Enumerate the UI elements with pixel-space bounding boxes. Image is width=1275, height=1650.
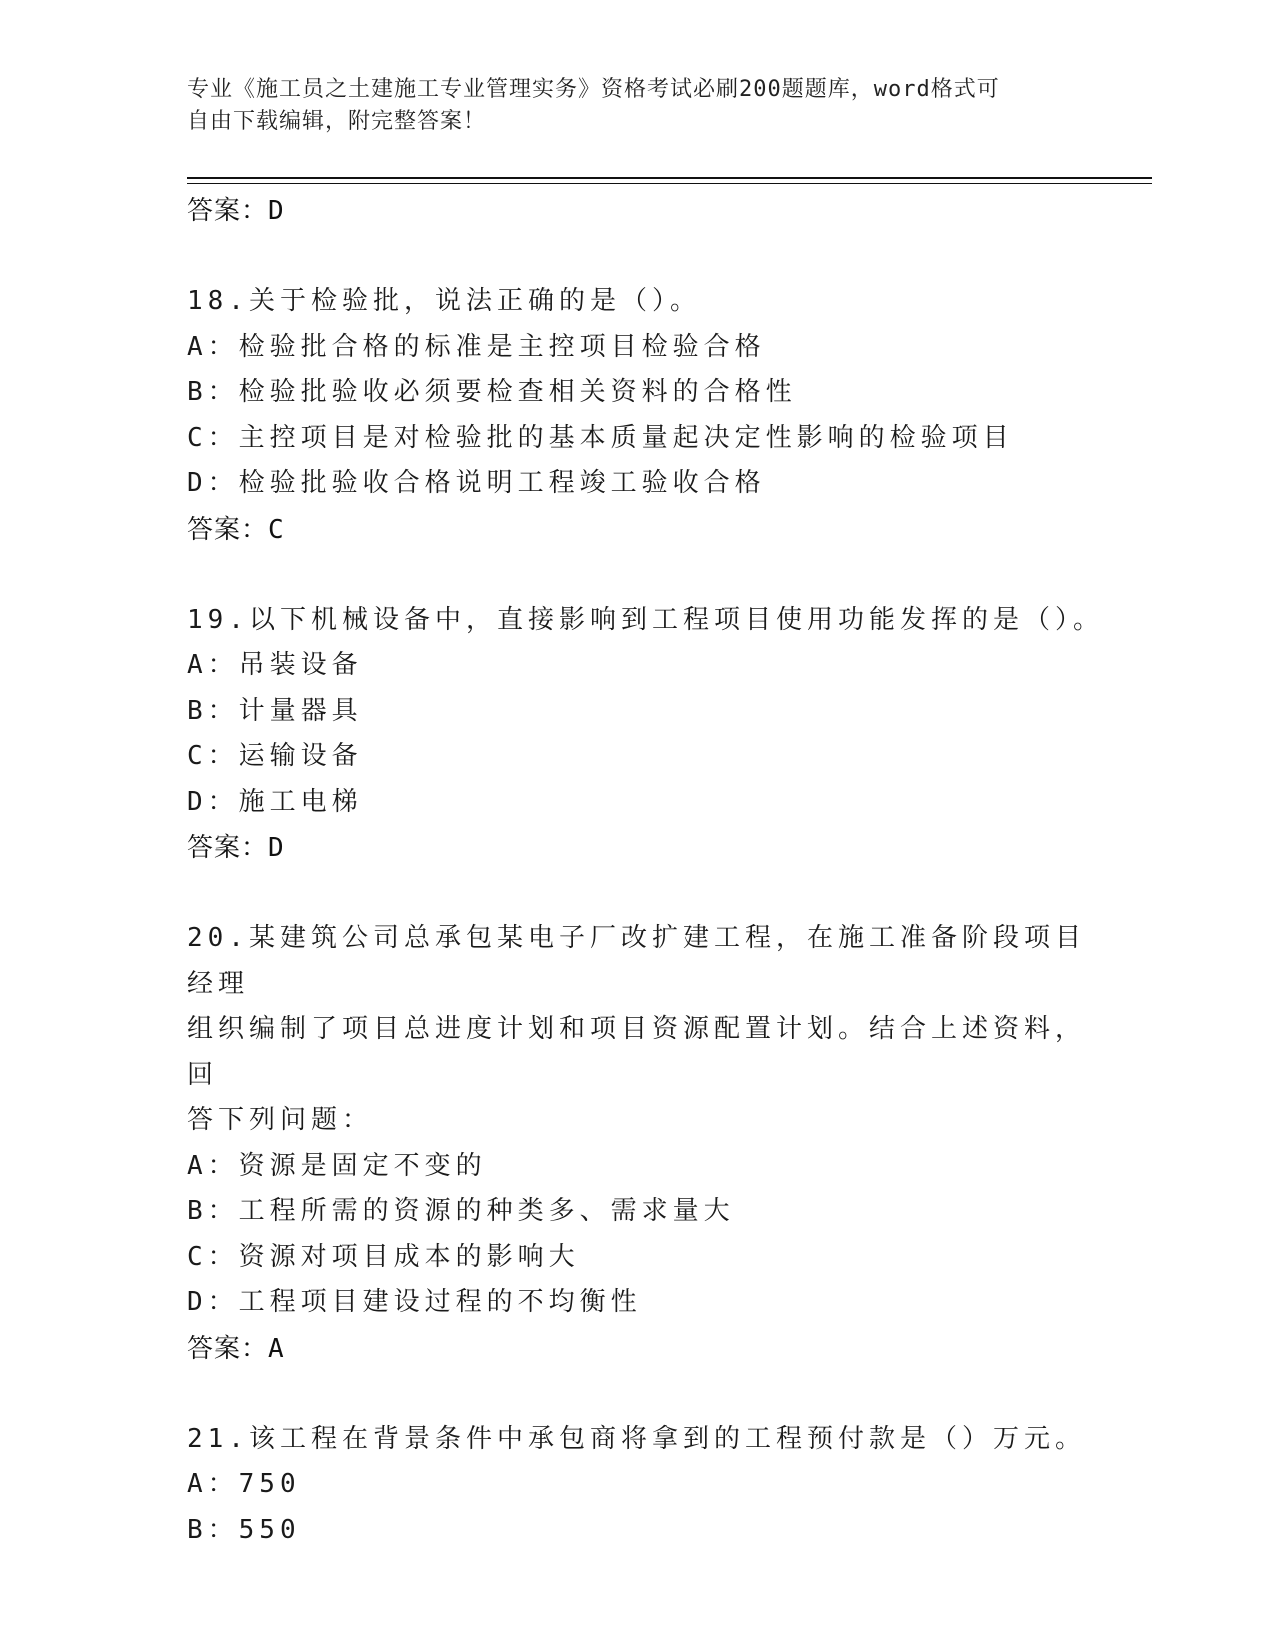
question-21 (187, 1417, 1107, 1554)
question-stem-line-3: 答下列问题： (187, 1105, 374, 1135)
option-c: C：运输设备 (187, 741, 363, 771)
question-20 (187, 916, 1107, 1372)
question-19 (187, 598, 1107, 872)
answer-18: 答案：C (187, 514, 285, 545)
header-line-2: 自由下载编辑，附完整答案！ (187, 109, 487, 134)
answer-20: 答案：A (187, 1333, 285, 1364)
question-stem: 19.以下机械设备中，直接影响到工程项目使用功能发挥的是（）。 (187, 604, 1104, 635)
option-a: A：750 (187, 1469, 301, 1499)
header-divider (187, 177, 1152, 179)
option-b: B：检验批验收必须要检查相关资料的合格性 (187, 377, 797, 407)
option-a: A：吊装设备 (187, 650, 363, 680)
question-18 (187, 279, 1107, 553)
question-stem-line-2: 组织编制了项目总进度计划和项目资源配置计划。结合上述资料，回 (187, 1014, 1087, 1090)
option-b: B：计量器具 (187, 695, 363, 726)
question-stem: 21.该工程在背景条件中承包商将拿到的工程预付款是（）万元。 (187, 1423, 1086, 1454)
answer-17: 答案：D (187, 196, 285, 226)
option-a: A：检验批合格的标准是主控项目检验合格 (187, 331, 766, 362)
answer-19: 答案：D (187, 833, 285, 863)
option-c: C：主控项目是对检验批的基本质量起决定性影响的检验项目 (187, 422, 1014, 453)
option-b: B：550 (187, 1514, 301, 1545)
document-content (187, 188, 1107, 1553)
option-a: A：资源是固定不变的 (187, 1150, 487, 1181)
question-stem-line-1: 20.某建筑公司总承包某电子厂改扩建工程，在施工准备阶段项目经理 (187, 923, 1086, 999)
document-header (187, 74, 1067, 138)
header-divider-thin (187, 183, 1152, 184)
option-b: B：工程所需的资源的种类多、需求量大 (187, 1196, 735, 1226)
option-d: D：工程项目建设过程的不均衡性 (187, 1287, 642, 1317)
option-d: D：施工电梯 (187, 786, 363, 817)
option-d: D：检验批验收合格说明工程竣工验收合格 (187, 468, 766, 498)
header-line-1: 专业《施工员之土建施工专业管理实务》资格考试必刷200题题库，word格式可 (187, 77, 1000, 102)
question-stem: 18.关于检验批，说法正确的是（）。 (187, 286, 701, 316)
option-c: C：资源对项目成本的影响大 (187, 1241, 580, 1272)
